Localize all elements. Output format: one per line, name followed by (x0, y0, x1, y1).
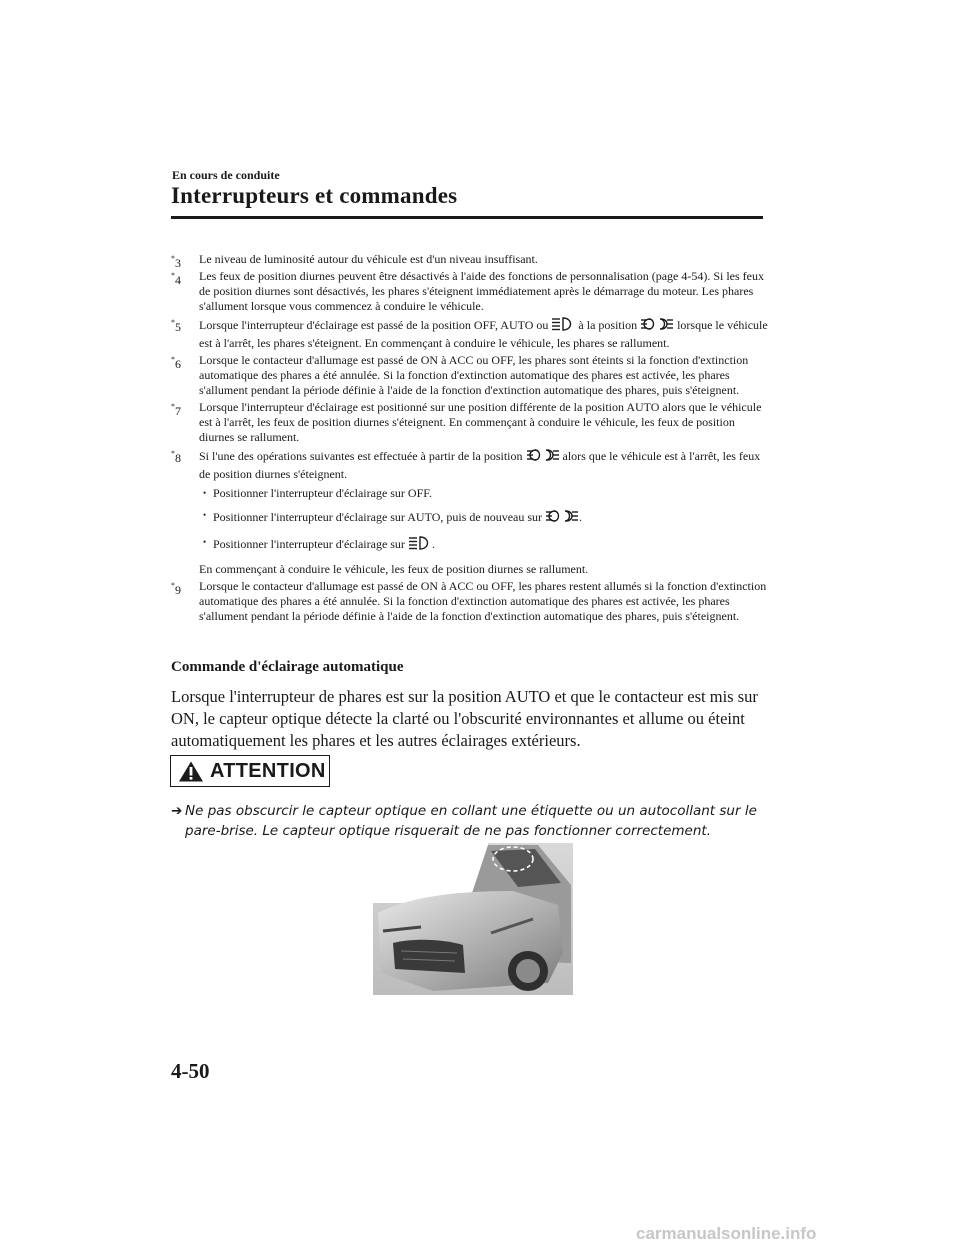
footnote-number: *5 (171, 318, 181, 334)
list-item: • Positionner l'interrupteur d'éclairage sur OFF. (203, 486, 771, 501)
footnote-8 (171, 447, 771, 577)
list-item: • Positionner l'interrupteur d'éclairage sur . (203, 535, 771, 555)
arrow-bullet-icon: ➔ (171, 803, 183, 819)
warning-text: Ne pas obscurcir le capteur optique en collant une étiquette ou un autocollant sur le pare-brise. Le capteur optique risquerait de ne pas fonctionner correctement. (185, 803, 757, 839)
headlight-low-icon (408, 535, 432, 555)
footnote-text: alors que le véhicule est à l'arrêt, les feux de position diurnes s'éteignent. (199, 449, 761, 481)
car-illustration (373, 843, 573, 995)
footnote-text: Lorsque le contacteur d'allumage est passé de ON à ACC ou OFF, les phares sont éteints si la fonction d'extinction automatique des phares a été annulée. Si la fonction d'extinction automatique des phares est activée, les phares s'allument pendant la période définie à l'aide de la fonction d'extinction automatique des phares, puis s'éteignent. (199, 353, 749, 397)
position-light-icon (545, 508, 579, 528)
footnote-text: Lorsque l'interrupteur d'éclairage est passé de la position OFF, AUTO ou (199, 318, 549, 332)
footnote-number: *8 (171, 449, 181, 465)
bullet-list (203, 486, 771, 555)
headlight-low-icon (551, 316, 575, 336)
footnote-text: Lorsque l'interrupteur d'éclairage est positionné sur une position différente de la position AUTO alors que le véhicule est à l'arrêt, les feux de position diurnes s'éteignent. En commençant à conduire le véhicule, les feux de position diurnes se rallument. (199, 400, 762, 444)
warning-item (171, 801, 771, 841)
footnote-number: *3 (171, 254, 181, 270)
section-label: En cours de conduite (172, 168, 280, 182)
footnote-4 (171, 269, 771, 314)
footnote-7 (171, 400, 771, 445)
footnote-text: Lorsque le contacteur d'allumage est passé de ON à ACC ou OFF, les phares restent allumés si la fonction d'extinction automatique des phares a été annulée. Si la fonction d'extinction automatique des phares est activée, les phares s'allument pendant la période définie à l'aide de la fonction d'extinction automatique des phares, puis s'éteignent. (199, 579, 767, 623)
footnote-number: *4 (171, 271, 181, 287)
position-light-icon (640, 316, 674, 336)
footnote-9 (171, 579, 771, 624)
list-item: • Positionner l'interrupteur d'éclairage sur AUTO, puis de nouveau sur . (203, 508, 771, 528)
attention-banner (170, 755, 330, 787)
page-title: Interrupteurs et commandes (171, 183, 458, 208)
footnote-5 (171, 316, 771, 351)
page-number: 4-50 (171, 1059, 210, 1083)
watermark: carmanualsonline.info (636, 1224, 817, 1243)
warning-triangle-icon (178, 760, 204, 783)
position-light-icon (526, 447, 560, 467)
title-rule (171, 216, 763, 219)
section-heading: Commande d'éclairage automatique (171, 659, 404, 675)
footnote-text: lorsque le véhicule est à l'arrêt, les phares s'éteignent. En commençant à conduire le véhicule, les phares se rallument. (199, 318, 768, 350)
footnote-text: En commençant à conduire le véhicule, les feux de position diurnes se rallument. (199, 562, 589, 576)
footnote-text: Les feux de position diurnes peuvent être désactivés à l'aide des fonctions de personnalisation (page 4-54). Si les feux de position diurnes sont désactivés, les phares s'éteignent immédiatement après le démarrage du moteur. Les phares s'allument lorsque vous commencez à conduire le véhicule. (199, 269, 764, 313)
footnotes (171, 252, 771, 626)
section-body: Lorsque l'interrupteur de phares est sur la position AUTO et que le contacteur est mis sur ON, le capteur optique détecte la clarté ou l'obscurité environnantes et allume ou éteint automatiquement les phares et les autres éclairages extérieurs. (171, 687, 758, 750)
footnote-number: *7 (171, 402, 181, 418)
footnote-3 (171, 252, 771, 270)
footnote-text: Si l'une des opérations suivantes est effectuée à partir de la position (199, 449, 523, 463)
footnote-number: *9 (171, 581, 181, 597)
footnote-text: Le niveau de luminosité autour du véhicule est d'un niveau insuffisant. (199, 252, 538, 266)
footnote-text: à la position (578, 318, 638, 332)
attention-label: ATTENTION (210, 759, 326, 782)
footnote-number: *6 (171, 355, 181, 371)
footnote-6 (171, 353, 771, 398)
